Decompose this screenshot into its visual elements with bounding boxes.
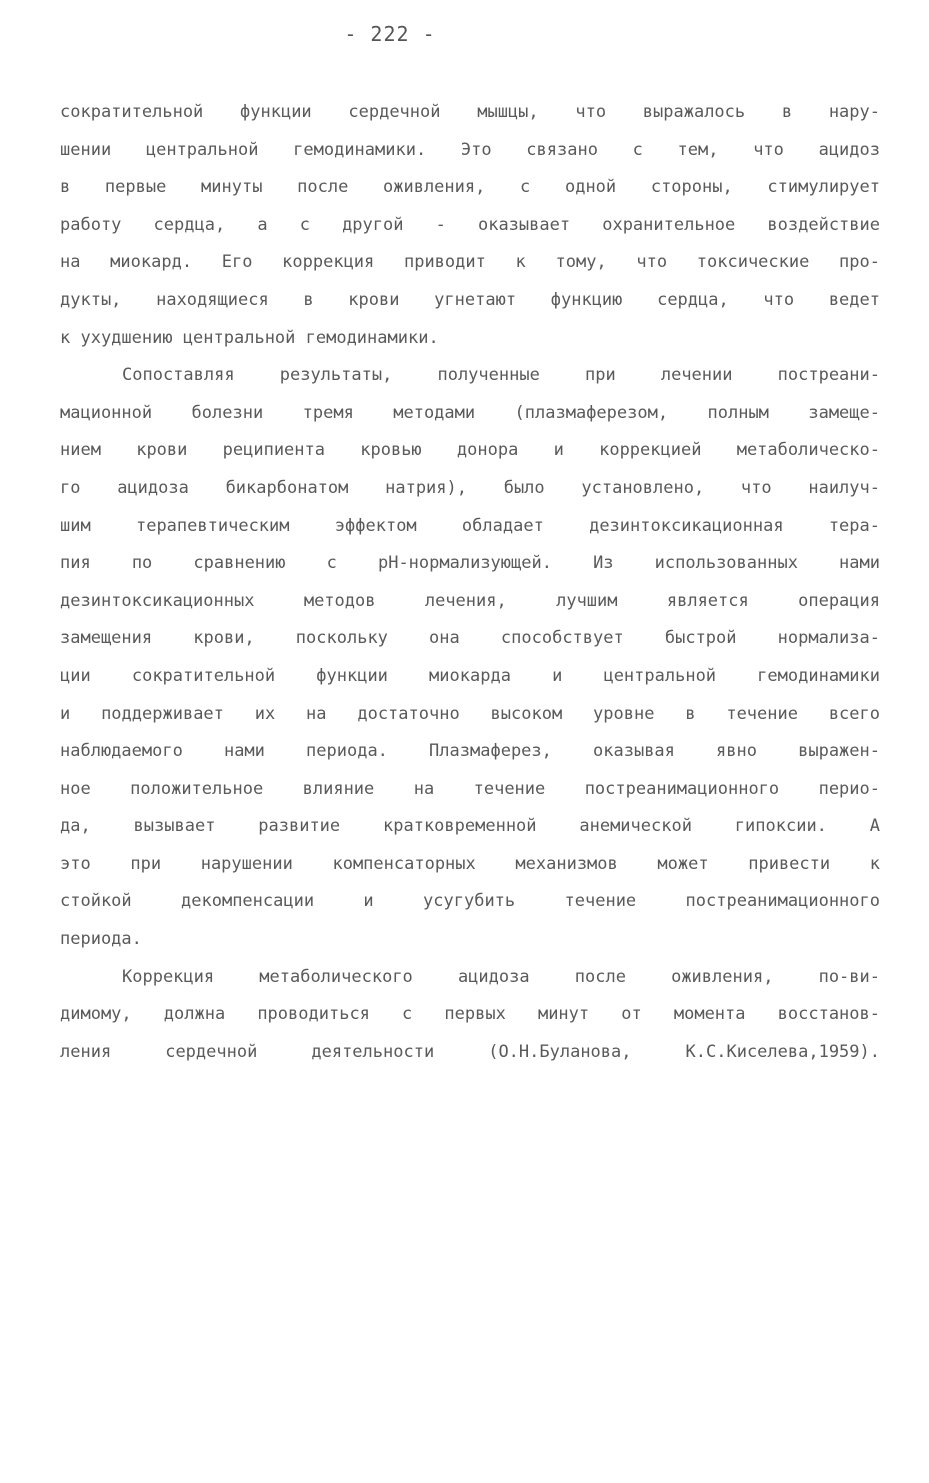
text-line: мационной болезни тремя методами (плазмаферезом, полным замеще-	[60, 402, 880, 423]
text-line: периода.	[60, 929, 142, 950]
page-number: - 222 -	[344, 22, 436, 46]
paragraph-2	[60, 357, 880, 959]
text-line: работу сердца, а с другой - оказывает охранительное воздействие	[60, 214, 880, 235]
text-line: шении центральной гемодинамики. Это связано с тем, что ацидоз	[60, 139, 880, 160]
text-line: сократительной функции сердечной мышцы, что выражалось в нару-	[60, 102, 880, 122]
text-line: Сопоставляя результаты, полученные при лечении постреани-	[122, 365, 880, 386]
text-line: Коррекция метаболического ацидоза после оживления, по-ви-	[122, 966, 880, 987]
body-text	[60, 94, 880, 1071]
text-line: да, вызывает развитие кратковременной анемической гипоксии. А	[60, 816, 880, 837]
text-line: шим терапевтическим эффектом обладает дезинтоксикационная тера-	[60, 515, 880, 536]
text-line: дезинтоксикационных методов лечения, лучшим является операция	[60, 590, 880, 611]
text-line: наблюдаемого нами периода. Плазмаферез, оказывая явно выражен-	[60, 741, 880, 762]
text-line: это при нарушении компенсаторных механизмов может привести к	[60, 853, 880, 874]
paragraph-3	[60, 959, 880, 1072]
text-line: и поддерживает их на достаточно высоком уровне в течение всего	[60, 703, 880, 724]
paragraph-1	[60, 94, 880, 357]
text-line: нием крови реципиента кровью донора и коррекцией метаболическо-	[60, 440, 880, 461]
text-line: димому, должна проводиться с первых минут от момента восстанов-	[60, 1004, 880, 1025]
text-line: стойкой декомпенсации и усугубить течение постреанимационного	[60, 891, 880, 912]
text-line: к ухудшению центральной гемодинамики.	[60, 327, 439, 348]
text-line: го ацидоза бикарбонатом натрия), было установлено, что наилуч-	[60, 477, 880, 498]
text-line: ное положительное влияние на течение постреанимационного перио-	[60, 778, 880, 799]
text-line: ления сердечной деятельности (О.Н.Буланова, К.С.Киселева,1959).	[60, 1041, 880, 1062]
text-line: замещения крови, поскольку она способствует быстрой нормализа-	[60, 628, 880, 649]
text-line: дукты, находящиеся в крови угнетают функцию сердца, что ведет	[60, 289, 880, 310]
text-line: ции сократительной функции миокарда и центральной гемодинамики	[60, 665, 880, 686]
text-line: в первые минуты после оживления, с одной стороны, стимулирует	[60, 177, 880, 198]
text-line: пия по сравнению с pH-нормализующей. Из использованных нами	[60, 553, 880, 574]
text-line: на миокард. Его коррекция приводит к тому, что токсические про-	[60, 252, 880, 273]
